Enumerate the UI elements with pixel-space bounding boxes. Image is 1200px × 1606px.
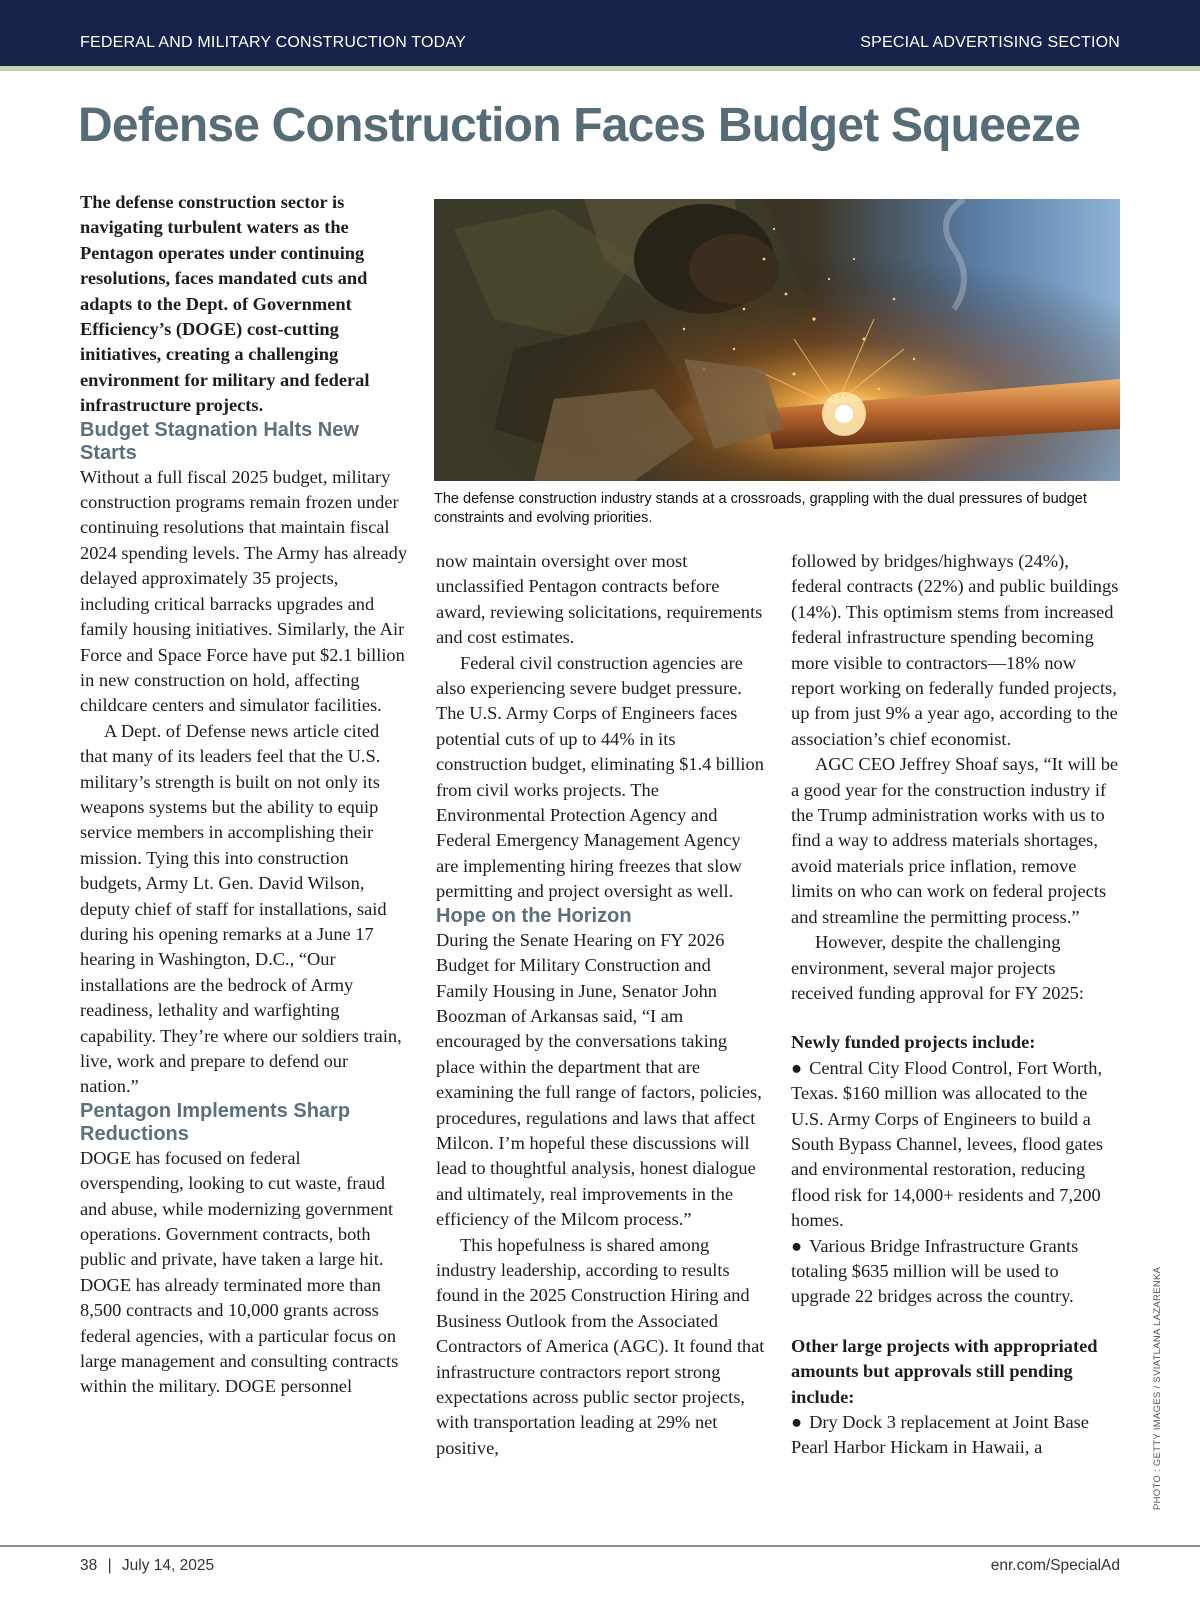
bullet-icon: ●: [791, 1235, 803, 1256]
welding-photo-image: [434, 199, 1120, 481]
list-item-text: Various Bridge Infrastructure Grants totaling $635 million will be used to upgrade 22 bridges across the country.: [791, 1235, 1079, 1307]
photo-caption: The defense construction industry stands at a crossroads, grappling with the dual pressures of budget constraints and evolving priorities.: [434, 491, 1087, 526]
header-accent-stripe: [0, 66, 1200, 71]
footer-url[interactable]: enr.com/SpecialAd: [990, 1557, 1120, 1574]
list-item: [791, 1234, 1121, 1310]
subhead-budget-stagnation: Budget Stagnation Halts New Starts: [80, 418, 359, 464]
article-headline: Defense Construction Faces Budget Squeeze: [78, 99, 1081, 152]
article-column-3: [791, 549, 1121, 1461]
list-title-newly-funded: Newly funded projects include:: [791, 1032, 1036, 1053]
paragraph-10: However, despite the challenging environment, several major projects received funding approval for FY 2025:: [791, 932, 1084, 1003]
photo-credit: PHOTO : GETTY IMAGES / SVIATLANA LAZARENKA: [1152, 1266, 1163, 1510]
paragraph-3: DOGE has focused on federal overspending, looking to cut waste, fraud and abuse, while modernizing government operations. Government contracts, both public and private, have taken a large hit. DOGE has already terminated more than 8,500 contracts and 10,000 grants across federal agencies, with a particular focus on large management and consulting contracts within the military. DOGE personnel: [80, 1147, 399, 1397]
footer-divider: [0, 1545, 1200, 1547]
bullet-icon: ●: [791, 1412, 803, 1432]
header-bar: [0, 0, 1200, 66]
paragraph-7: This hopefulness is shared among industry leadership, according to results found in the 2025 Construction Hiring and Business Outlook from the Associated Contractors of America (AGC). It found that infrastructure contractors report strong expectations across public sector projects, with transportation leading at 29% net positive,: [436, 1234, 765, 1458]
list-item: [791, 1410, 1121, 1461]
page-number: 38: [80, 1557, 98, 1574]
paragraph-9: AGC CEO Jeffrey Shoaf says, “It will be a good year for the construction industry if the Trump administration works with us to find a way to address materials shortages, avoid materials price inflation, remove limits on who can work on federal projects and streamline the permitting process.”: [791, 754, 1119, 927]
article-lede: The defense construction sector is navigating turbulent waters as the Pentagon operates under continuing resolutions, faces mandated cuts and adapts to the Dept. of Government Efficiency’s (DOGE) cost-cutting initiatives, creating a challenging environment for military and federal infrastructure projects.: [80, 192, 370, 416]
list-item-text: Dry Dock 3 replacement at Joint Base Pearl Harbor Hickam in Hawaii, a: [791, 1412, 1089, 1458]
paragraph-8: followed by bridges/highways (24%), federal contracts (22%) and public buildings (14%). This optimism stems from increased federal infrastructure spending becoming more visible to contractors—18% now report working on federally funded projects, up from just 9% a year ago, according to the association’s chief economist.: [791, 551, 1119, 749]
publication-name: FEDERAL AND MILITARY CONSTRUCTION TODAY: [80, 34, 466, 51]
paragraph-6: During the Senate Hearing on FY 2026 Budget for Military Construction and Family Housing in June, Senator John Boozman of Arkansas said, “I am encouraged by the conversations taking place within the department that are examining the full range of factors, policies, procedures, regulations and laws that affect Milcon. I’m hopeful these discussions will lead to thoughtful analysis, honest dialogue and ultimately, real improvements in the efficiency of the Milcom process.”: [436, 929, 762, 1230]
footer-page-info: [80, 1557, 214, 1575]
paragraph-2: A Dept. of Defense news article cited that many of its leaders feel that the U.S. military’s strength is built on not only its weapons systems but the ability to equip service members in accomplishing their mission. Tying this into construction budgets, Army Lt. Gen. David Wilson, deputy chief of staff for installations, said during his opening remarks at a June 17 hearing in Washington, D.C., “Our installations are the bedrock of Army readiness, lethality and warfighting capability. They’re where our soldiers train, live, work and prepare to defend our nation.”: [80, 720, 402, 1097]
list-item: [791, 1056, 1121, 1234]
paragraph-5: Federal civil construction agencies are also experiencing severe budget pressure. The U.S. Army Corps of Engineers faces potential cuts of up to 44% in its construction budget, eliminating $1.4 billion from civil works projects. The Environmental Protection Agency and Federal Emergency Management Agency are implementing hiring freezes that slow permitting and project oversight as well.: [436, 652, 764, 902]
subhead-pentagon-reductions: Pentagon Implements Sharp Reductions: [80, 1099, 351, 1145]
paragraph-1: Without a full fiscal 2025 budget, military construction programs remain frozen under continuing resolutions that maintain fiscal 2024 spending levels. The Army has already delayed approximately 35 projects, including critical barracks upgrades and family housing initiatives. Similarly, the Air Force and Space Force have put $2.1 billion in new construction on hold, affecting childcare centers and simulator facilities.: [80, 466, 408, 716]
issue-date: July 14, 2025: [121, 1557, 215, 1574]
list-title-pending: Other large projects with appropriated amounts but approvals still pending include:: [791, 1335, 1098, 1407]
article-column-2: [436, 549, 766, 1461]
list-item-text: Central City Flood Control, Fort Worth, Texas. $160 million was allocated to the U.S. Army Corps of Engineers to build a South Bypass Channel, levees, flood gates and environmental restoration, reducing flood risk for 14,000+ residents and 7,200 homes.: [791, 1057, 1104, 1231]
bullet-icon: ●: [791, 1057, 803, 1078]
section-label: SPECIAL ADVERTISING SECTION: [860, 34, 1120, 51]
subhead-hope-horizon: Hope on the Horizon: [436, 904, 632, 927]
welding-photo: [434, 199, 1120, 481]
footer-separator: |: [107, 1557, 112, 1574]
paragraph-4: now maintain oversight over most unclassified Pentagon contracts before award, reviewing solicitations, requirements and cost estimates.: [436, 551, 763, 648]
article-column-1: [80, 190, 408, 1400]
